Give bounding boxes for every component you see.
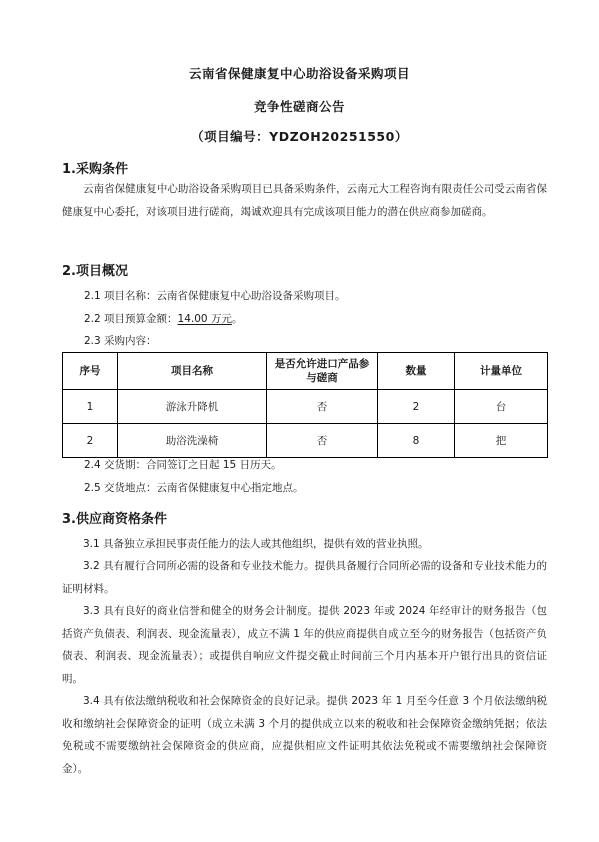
cell-index: 2 — [63, 424, 118, 458]
section-1-heading: 1.采购条件 — [62, 162, 128, 177]
project-code: （项目编号：YDZOH20251550） — [191, 129, 408, 144]
header-quantity: 数量 — [378, 353, 455, 390]
item-name-line: 2.1 项目名称：云南省保健康复中心助浴设备采购项目。 — [84, 290, 346, 302]
header-item-name: 项目名称 — [118, 353, 267, 390]
qualification-3-4: 3.4 具有依法缴纳税收和社会保障资金的良好记录。提供 2023 年 1 月至今任意 3 个月依法缴纳税收和缴纳社会保障资金的证明（成立未满 3 个月的提供成立以来的税收和社会保障资金缴纳凭据；依法免税或不需要缴纳社会保障资金的供应商，应提供相应文件证明其依法免税或不需要缴纳社会保障资金）。 — [62, 695, 547, 775]
table-row — [63, 390, 548, 424]
cell-unit: 把 — [455, 424, 548, 458]
budget-label: 2.2 项目预算金额： — [84, 313, 178, 325]
project-title: 云南省保健康复中心助浴设备采购项目 — [188, 66, 410, 81]
qualification-3-2: 3.2 具有履行合同所必需的设备和专业技术能力。提供具备履行合同所必需的设备和专业技术能力的证明材料。 — [62, 560, 547, 595]
header-import-allowed: 是否允许进口产品参与磋商 — [267, 353, 378, 390]
procurement-table — [62, 352, 548, 458]
budget-value: 14.00 万元 — [177, 313, 232, 325]
cell-quantity: 2 — [378, 390, 455, 424]
budget-line — [84, 312, 242, 326]
qualification-3-3: 3.3 具有良好的商业信誉和健全的财务会计制度。提供 2023 年或 2024 年经审计的财务报告（包括资产负债表、利润表、现金流量表），成立不满 1 年的供应商提供自成立至今的财务报告（包括资产负债表、利润表、现金流量表）；或提供自响应文件提交截止时间前三个月内基本开户银行出具的资信证明。 — [62, 605, 547, 685]
cell-import-allowed: 否 — [267, 424, 378, 458]
section-1-paragraph: 云南省保健康复中心助浴设备采购项目已具备采购条件，云南元大工程咨询有限责任公司受云南省保健康复中心委托，对该项目进行磋商，竭诚欢迎具有完成该项目能力的潜在供应商参加磋商。 — [62, 183, 547, 218]
cell-unit: 台 — [455, 390, 548, 424]
section-2-heading: 2.项目概况 — [62, 264, 128, 279]
notice-title: 竞争性磋商公告 — [253, 99, 345, 114]
header-unit: 计量单位 — [455, 353, 548, 390]
table-row — [63, 424, 548, 458]
qualification-3-1: 3.1 具备独立承担民事责任能力的法人或其他组织，提供有效的营业执照。 — [83, 538, 429, 550]
cell-quantity: 8 — [378, 424, 455, 458]
cell-index: 1 — [63, 390, 118, 424]
cell-item-name: 助浴洗澡椅 — [118, 424, 267, 458]
delivery-place-line: 2.5 交货地点：云南省保健康复中心指定地点。 — [84, 482, 304, 494]
cell-item-name: 游泳升降机 — [118, 390, 267, 424]
content-label: 2.3 采购内容： — [84, 335, 157, 347]
section-3-heading: 3.供应商资格条件 — [62, 512, 167, 527]
delivery-period-line: 2.4 交货期：合同签订之日起 15 日历天。 — [84, 459, 282, 471]
header-index: 序号 — [63, 353, 118, 390]
cell-import-allowed: 否 — [267, 390, 378, 424]
budget-suffix: 。 — [231, 313, 243, 325]
table-header-row — [63, 353, 548, 390]
